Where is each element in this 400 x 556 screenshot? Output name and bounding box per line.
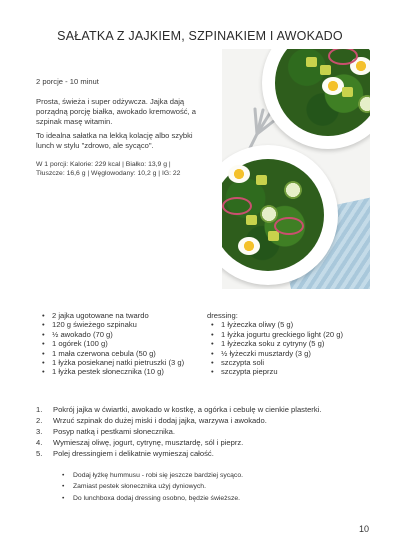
ingredient-item: • 1 ogórek (100 g) <box>36 339 184 348</box>
cucumber-slice <box>358 95 370 113</box>
step-text: Posyp natką i pestkami słonecznika. <box>53 427 175 436</box>
dressing-item: • szczypta pieprzu <box>205 367 343 376</box>
egg-slice <box>322 77 344 95</box>
ingredient-item: • 1 łyżka pestek słonecznika (10 g) <box>36 367 184 376</box>
avocado-cube <box>256 175 267 185</box>
step-text: Pokrój jajka w ćwiartki, awokado w kostkę, a ogórka i cebulę w cienkie plasterki. <box>53 405 322 414</box>
step-number: 5. <box>36 449 43 458</box>
nutrition-info <box>36 160 216 178</box>
dressing-item: • szczypta soli <box>205 358 343 367</box>
avocado-cube <box>268 231 279 241</box>
ingredient-item: • 2 jajka ugotowane na twardo <box>36 311 184 320</box>
avocado-cube <box>342 87 353 97</box>
cucumber-slice <box>284 181 302 199</box>
ingredient-item: • 1 łyżka posiekanej natki pietruszki (3 g) <box>36 358 184 367</box>
ingredients-list <box>36 311 184 377</box>
step-item <box>36 404 321 415</box>
step-item <box>36 426 321 437</box>
nutrition-line-1: W 1 porcji: Kalorie: 229 kcal | Białko: 13,9 g | <box>36 161 171 168</box>
tips-list <box>59 470 243 504</box>
salad-bowl-top <box>262 49 370 149</box>
step-number: 4. <box>36 438 43 447</box>
step-item <box>36 415 321 426</box>
servings-and-time <box>36 77 99 87</box>
tip-item: • Dodaj łyżkę hummusu - robi się jeszcze bardziej sycąco. <box>59 470 243 481</box>
step-text: Wymieszaj oliwę, jogurt, cytrynę, musztardę, sól i pieprz. <box>53 438 244 447</box>
ingredient-item: • 1 mała czerwona cebula (50 g) <box>36 349 184 358</box>
dressing-item: • ½ łyżeczki musztardy (3 g) <box>205 349 343 358</box>
avocado-cube <box>320 65 331 75</box>
step-text: Polej dressingiem i delikatnie wymieszaj całość. <box>53 449 214 458</box>
step-item <box>36 437 321 448</box>
step-number: 1. <box>36 405 43 414</box>
servings-time-text: 2 porcje - 10 minut <box>36 77 99 86</box>
serving-suggestion <box>36 131 206 151</box>
intro-paragraph <box>36 97 206 127</box>
intro-text: Prosta, świeża i super odżywcza. Jajka dają porządną porcję białka, awokado kremowość, a szpinak masę witamin. <box>36 97 196 126</box>
onion-ring <box>274 217 304 235</box>
recipe-title: SAŁATKA Z JAJKIEM, SZPINAKIEM I AWOKADO <box>57 29 343 43</box>
step-text: Wrzuć szpinak do dużej miski i dodaj jajka, warzywa i awokado. <box>53 416 267 425</box>
tip-item: • Do lunchboxa dodaj dressing osobno, będzie świeższe. <box>59 493 243 504</box>
onion-ring <box>222 197 252 215</box>
salad-photo <box>222 49 370 289</box>
dressing-item: • 1 łyżeczka oliwy (5 g) <box>205 320 343 329</box>
nutrition-line-2: Tłuszcze: 16,6 g | Węglowodany: 10,2 g | IG: 22 <box>36 170 181 177</box>
dressing-ingredients <box>205 311 343 377</box>
step-number: 3. <box>36 427 43 436</box>
tip-item: • Zamiast pestek słonecznika użyj dyniowych. <box>59 481 243 492</box>
step-item <box>36 448 321 459</box>
step-number: 2. <box>36 416 43 425</box>
dressing-item: • 1 łyżka jogurtu greckiego light (20 g) <box>205 330 343 339</box>
egg-slice <box>228 165 250 183</box>
ingredient-item: • ½ awokado (70 g) <box>36 330 184 339</box>
egg-slice <box>238 237 260 255</box>
dressing-heading: dressing: <box>207 311 238 320</box>
avocado-cube <box>246 215 257 225</box>
serving-suggestion-text: To idealna sałatka na lekką kolację albo szybki lunch w stylu "zdrowo, ale sycąco". <box>36 131 193 150</box>
dressing-item: • 1 łyżeczka soku z cytryny (5 g) <box>205 339 343 348</box>
preparation-steps <box>36 404 321 459</box>
ingredient-item: • 120 g świeżego szpinaku <box>36 320 184 329</box>
avocado-cube <box>306 57 317 67</box>
page-number: 10 <box>359 524 370 534</box>
